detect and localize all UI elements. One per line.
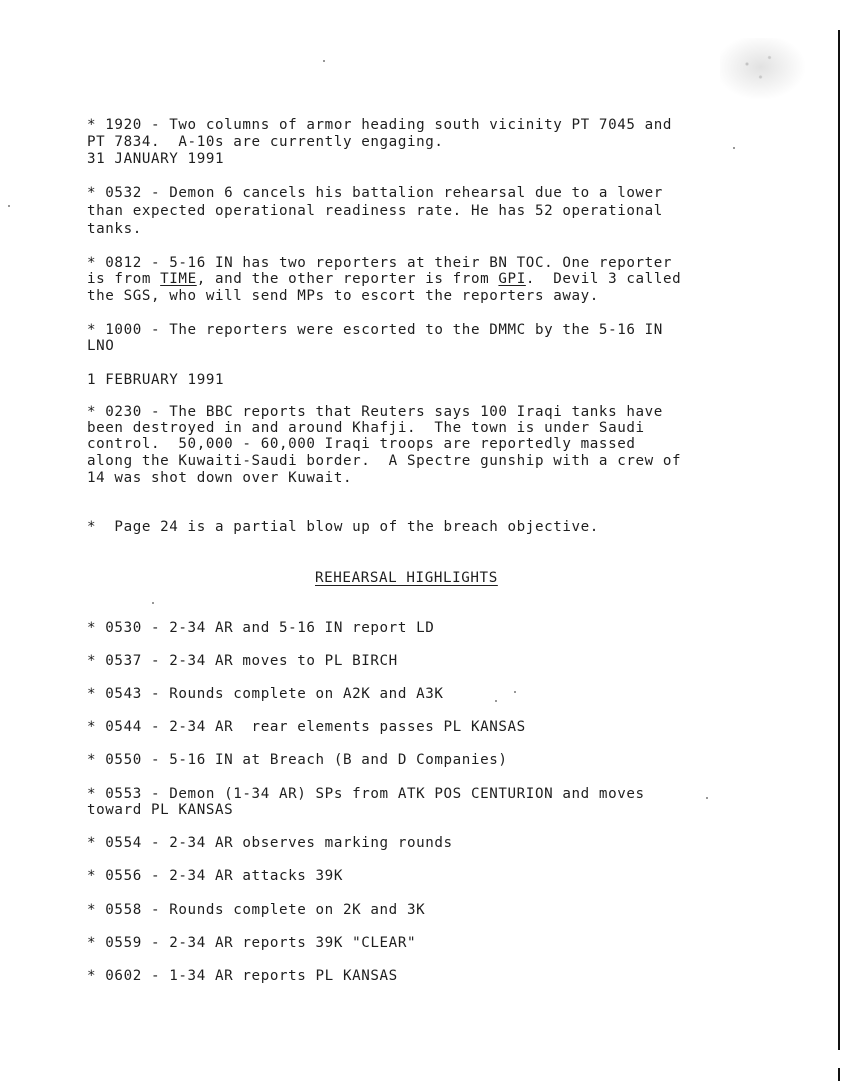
- entry-1000-line-1: * 1000 - The reporters were escorted to the DMMC by the 5-16 IN: [87, 322, 663, 338]
- entry-0532-line-3: tanks.: [87, 221, 142, 237]
- scan-dot: [706, 797, 708, 799]
- highlight-0553-line-1: * 0553 - Demon (1-34 AR) SPs from ATK POS CENTURION and moves: [87, 786, 645, 802]
- scan-dot: [733, 147, 735, 149]
- page-edge-rule-bottom: [838, 1068, 840, 1081]
- highlight-0602: * 0602 - 1-34 AR reports PL KANSAS: [87, 968, 398, 984]
- rehearsal-highlights-heading: REHEARSAL HIGHLIGHTS: [315, 570, 498, 586]
- highlight-0553-line-2: toward PL KANSAS: [87, 802, 234, 818]
- entry-0812-text: is from: [87, 271, 161, 287]
- entry-1920-line-2: PT 7834. A-10s are currently engaging.: [87, 134, 444, 150]
- entry-0230-line-5: 14 was shot down over Kuwait.: [87, 470, 353, 486]
- scan-speckle: [720, 38, 810, 103]
- date-heading-1-february: 1 FEBRUARY 1991: [87, 372, 225, 388]
- highlight-0544: * 0544 - 2-34 AR rear elements passes PL KANSAS: [87, 719, 526, 735]
- entry-0812-line-3: the SGS, who will send MPs to escort the reporters away.: [87, 288, 599, 304]
- entry-0230-line-1: * 0230 - The BBC reports that Reuters says 100 Iraqi tanks have: [87, 404, 663, 420]
- scan-dot: [514, 691, 516, 693]
- entry-0230-line-2: been destroyed in and around Khafji. The town is under Saudi: [87, 420, 645, 436]
- entry-0812-line-2: [87, 272, 681, 286]
- scan-dot: [323, 60, 325, 62]
- entry-0230-line-3: control. 50,000 - 60,000 Iraqi troops are reportedly massed: [87, 436, 636, 452]
- entry-0532-line-1: * 0532 - Demon 6 cancels his battalion rehearsal due to a lower: [87, 185, 663, 201]
- time-magazine-name: TIME: [160, 271, 197, 287]
- entry-0812-text: , and the other reporter is from: [196, 271, 499, 287]
- page-24-note: * Page 24 is a partial blow up of the breach objective.: [87, 519, 599, 535]
- highlight-0537: * 0537 - 2-34 AR moves to PL BIRCH: [87, 653, 398, 669]
- highlight-0559: * 0559 - 2-34 AR reports 39K "CLEAR": [87, 935, 417, 951]
- highlight-0556: * 0556 - 2-34 AR attacks 39K: [87, 868, 343, 884]
- entry-1920-line-1: * 1920 - Two columns of armor heading south vicinity PT 7045 and: [87, 117, 673, 133]
- highlight-0554: * 0554 - 2-34 AR observes marking rounds: [87, 835, 453, 851]
- date-heading-31-january: 31 JANUARY 1991: [87, 151, 225, 167]
- scan-dot: [152, 602, 154, 604]
- highlight-0530: * 0530 - 2-34 AR and 5-16 IN report LD: [87, 620, 435, 636]
- highlight-0550: * 0550 - 5-16 IN at Breach (B and D Companies): [87, 752, 508, 768]
- highlight-0543: * 0543 - Rounds complete on A2K and A3K: [87, 686, 444, 702]
- entry-0230-line-4: along the Kuwaiti-Saudi border. A Spectre gunship with a crew of: [87, 453, 682, 469]
- page-edge-rule: [838, 30, 840, 1050]
- highlight-0558: * 0558 - Rounds complete on 2K and 3K: [87, 902, 426, 918]
- scan-dot: [8, 205, 10, 207]
- entry-0812-text: . Devil 3 called: [525, 271, 682, 287]
- entry-1000-line-2: LNO: [87, 338, 115, 354]
- entry-0812-line-1: * 0812 - 5-16 IN has two reporters at their BN TOC. One reporter: [87, 255, 673, 271]
- entry-0532-line-2: than expected operational readiness rate. He has 52 operational: [87, 203, 663, 219]
- scan-dot: [495, 700, 497, 702]
- gpi-agency-name: GPI: [498, 271, 526, 287]
